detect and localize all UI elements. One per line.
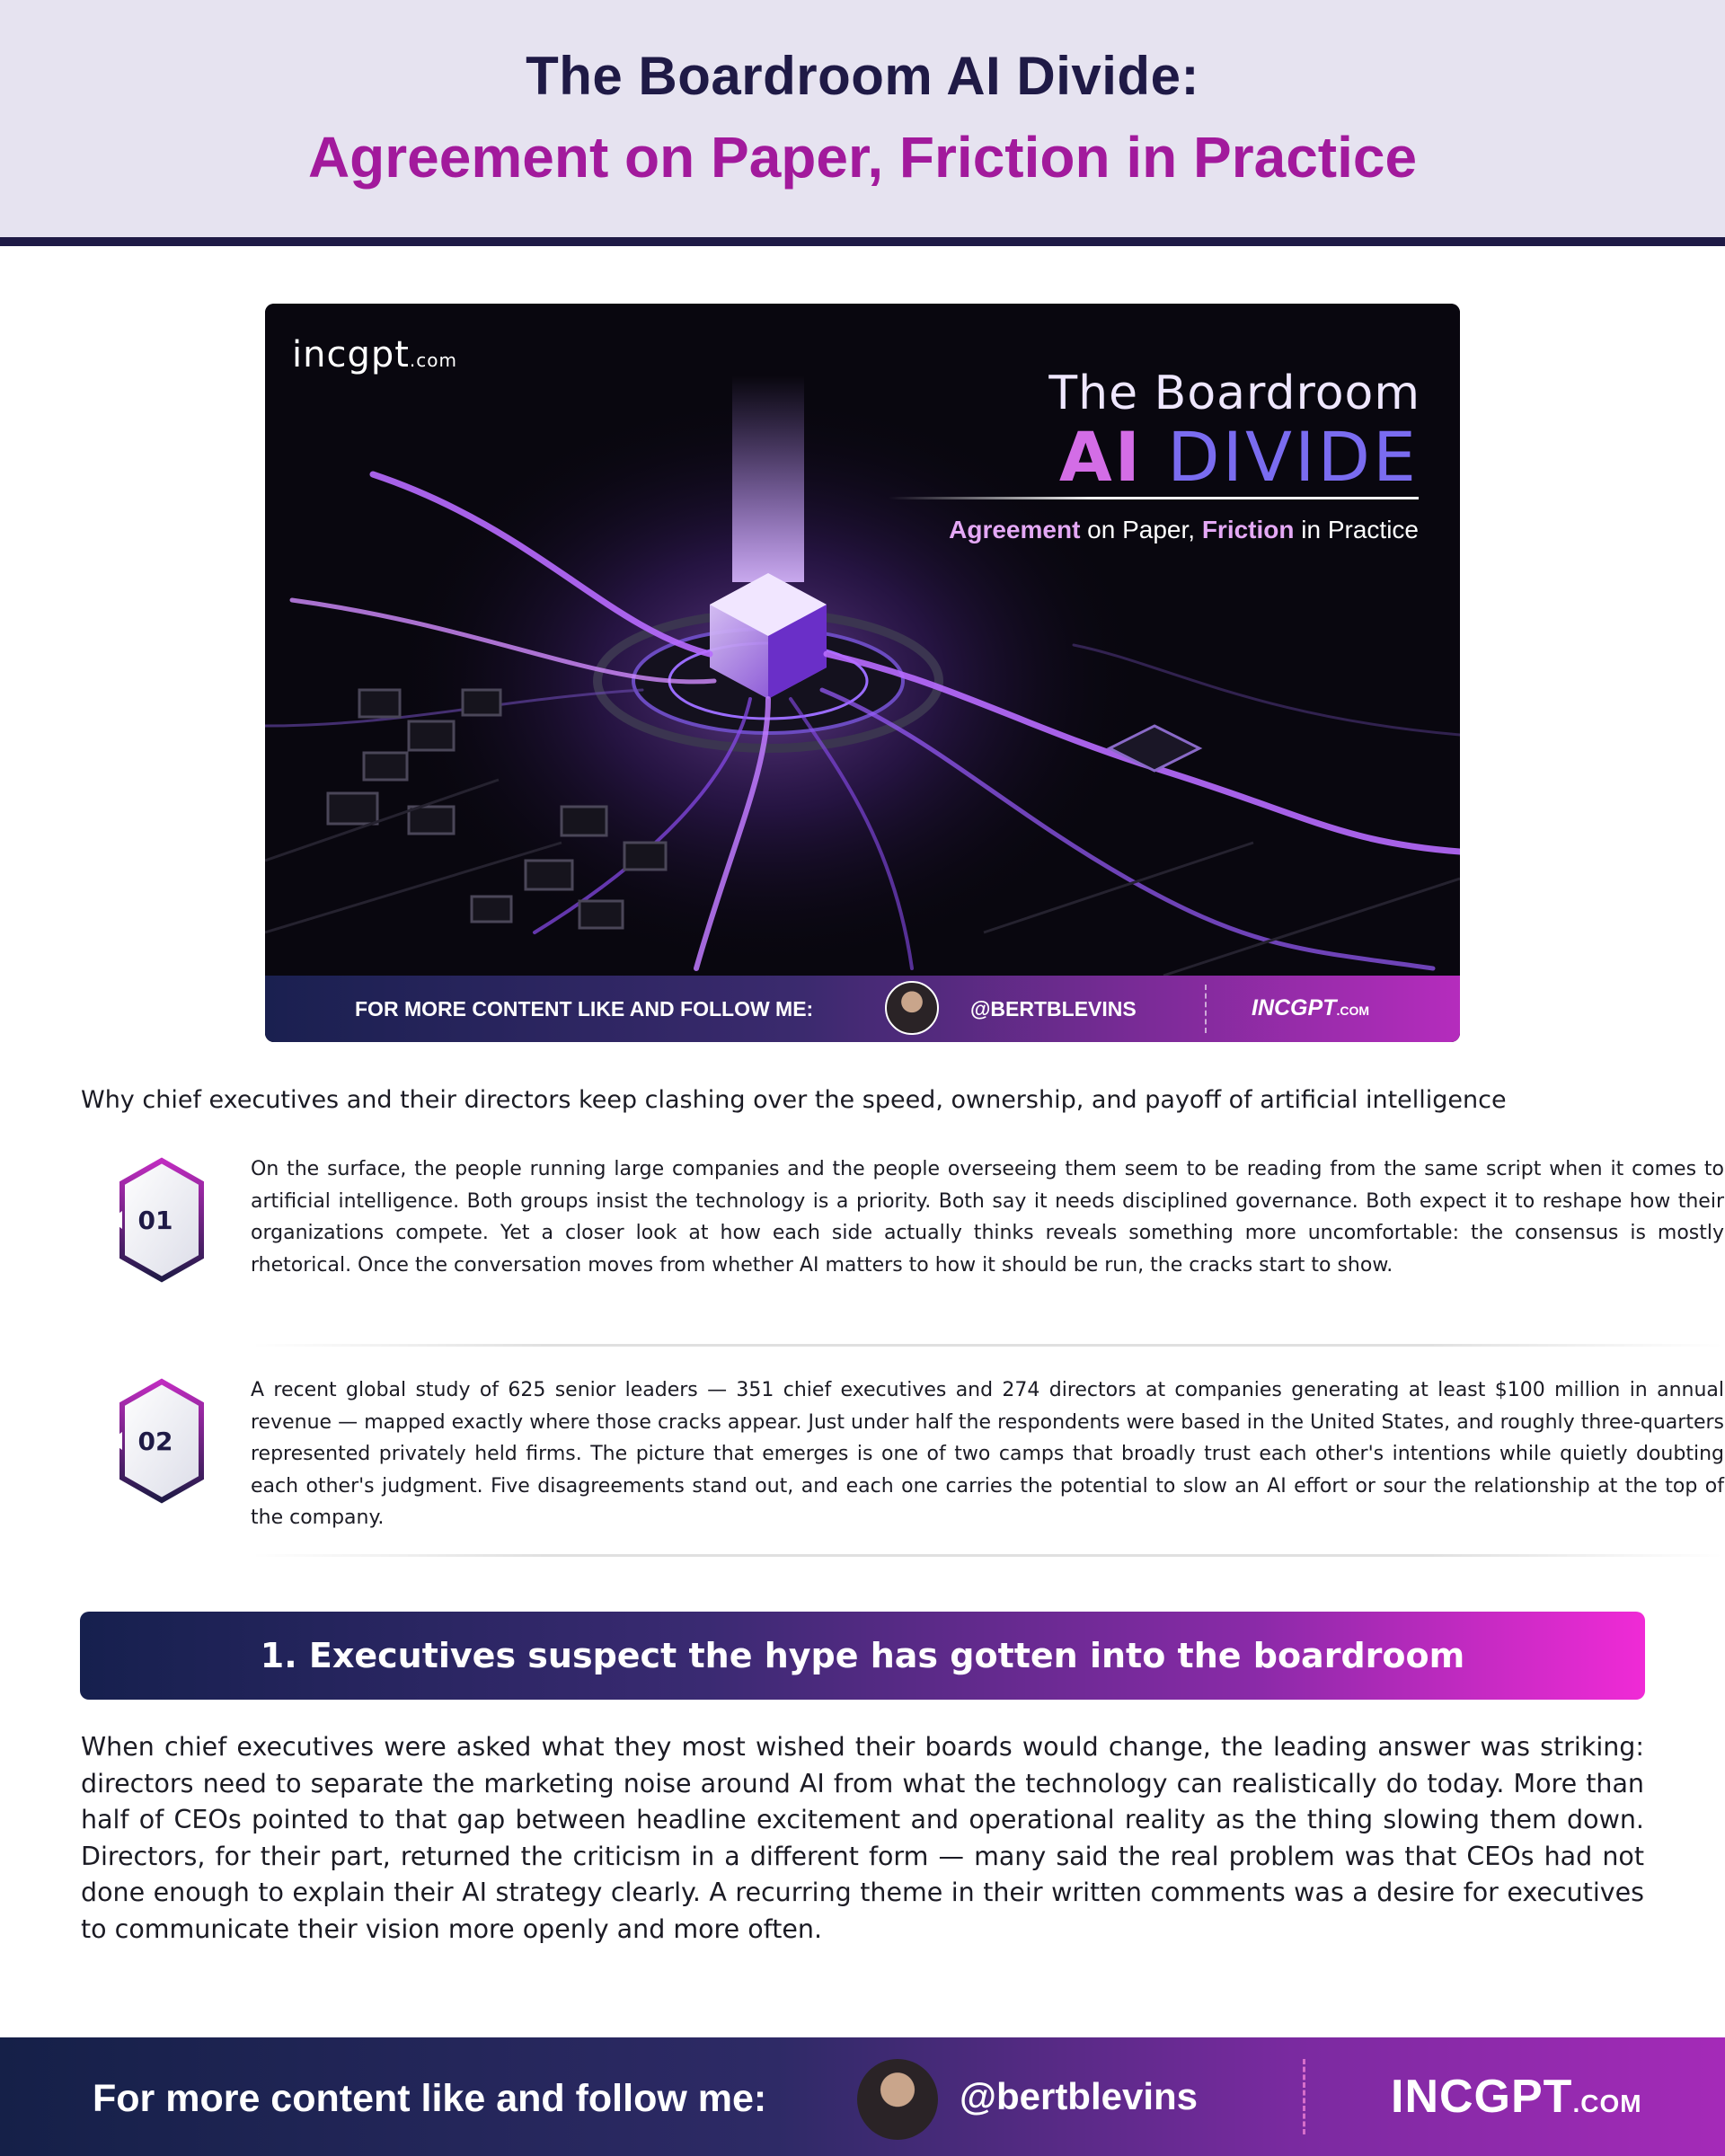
page-footer	[0, 2037, 1725, 2156]
hero-subtitle: Agreement on Paper, Friction in Practice	[949, 516, 1419, 543]
hero-follow-text: FOR MORE CONTENT LIKE AND FOLLOW ME:	[355, 997, 814, 1021]
point-02	[81, 1374, 1724, 1545]
hero-title-top: The Boardroom	[1048, 367, 1420, 420]
point-number: 02	[137, 1427, 173, 1456]
point-divider	[251, 1554, 1724, 1557]
footer-author-handle[interactable]: @bertblevins	[960, 2075, 1199, 2117]
section-title: 1. Executives suspect the hype has gotten into the boardroom	[260, 1636, 1465, 1675]
hero-banner	[265, 304, 1460, 1042]
intro-lede: Why chief executives and their directors keep clashing over the speed, ownership, and payoff of artificial intelligence	[81, 1086, 1507, 1114]
page-subtitle: Agreement on Paper, Friction in Practice	[307, 125, 1418, 190]
point-text: On the surface, the people running large companies and the people overseeing them seem to be reading from the same script when it comes to artificial intelligence. Both groups insist the technology is a priority. Both say it needs disciplined governance. Both expect it to reshape how their organizations compete. Yet a closer look at how each side actually thinks reveals something more uncomfortable: the consensus is mostly rhetorical. Once the conversation moves from whether AI matters to how it should be run, the cracks start to show.	[251, 1158, 1724, 1277]
point-01	[81, 1153, 1724, 1324]
point-text: A recent global study of 625 senior leaders — 351 chief executives and 274 directors at companies generating at least $100 million in annual revenue — mapped exactly where those cracks appear. Just under half the respondents were based in the United States, and roughly three-quarters represented privately held firms. The picture that emerges is one of two camps that broadly trust each other's intentions while quietly doubting each other's judgment. Five disagreements stand out, and each one carries the potential to slow an AI effort or sour the relationship at the top of the company.	[251, 1379, 1724, 1529]
section-heading-bar	[80, 1612, 1645, 1700]
hero-author-handle[interactable]: @BERTBLEVINS	[970, 997, 1137, 1021]
footer-follow-text: For more content like and follow me:	[93, 2077, 767, 2120]
incgpt-logo: incgpt.com	[292, 334, 457, 376]
footer-brand-logo: INCGPT.COM	[1391, 2071, 1642, 2123]
hero-brand-logo: INCGPT.COM	[1252, 995, 1370, 1021]
page-header	[0, 0, 1725, 237]
footer-avatar	[857, 2059, 938, 2140]
header-divider	[0, 237, 1725, 246]
section-body: When chief executives were asked what they most wished their boards would change, the leading answer was striking: directors need to separate the marketing noise around AI from what the technology can realistically do today. More than half of CEOs pointed to that gap between headline excitement and operational reality as the thing slowing them down. Directors, for their part, returned the criticism in a different form — many said the real problem was that CEOs had not done enough to explain their AI strategy clearly. A recurring theme in their written comments was a desire for executives to communicate their vision more openly and more often.	[81, 1732, 1644, 1944]
hero-follow-bar	[265, 976, 1460, 1042]
hero-title-main: AI DIVIDE	[1058, 417, 1419, 497]
hero-title-underline	[889, 497, 1419, 499]
page-title: The Boardroom AI Divide:	[526, 46, 1199, 106]
hero-footer-divider	[1205, 985, 1207, 1033]
point-number: 01	[137, 1206, 173, 1235]
point-divider	[251, 1344, 1724, 1347]
footer-divider	[1303, 2059, 1305, 2134]
author-avatar	[885, 981, 939, 1035]
